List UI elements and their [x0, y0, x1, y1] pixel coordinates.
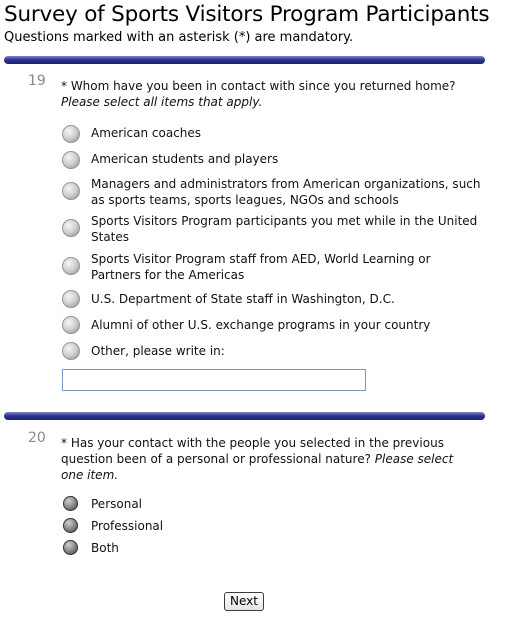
question-instruction: Please select all items that apply.: [61, 95, 263, 109]
other-write-in-input[interactable]: [62, 369, 366, 391]
radio-option[interactable]: [61, 496, 481, 514]
mandatory-note: Questions marked with an asterisk (*) are mandatory.: [4, 30, 354, 45]
question-prompt: * Whom have you been in contact with since you returned home?: [61, 79, 456, 93]
checkbox-icon[interactable]: [62, 151, 80, 169]
checkbox-icon[interactable]: [62, 316, 80, 334]
option-label: Sports Visitors Program participants you met while in the United States: [91, 214, 478, 244]
question-prompt: * Has your contact with the people you selected in the previous question been of a personal or professional nature?: [61, 436, 444, 466]
section-divider: [4, 412, 485, 420]
option-label: Personal: [91, 497, 143, 511]
checkbox-option[interactable]: [61, 213, 481, 245]
question-text: [61, 78, 471, 110]
question-number: 20: [28, 430, 46, 446]
radio-option[interactable]: [61, 518, 481, 536]
checkbox-icon[interactable]: [62, 257, 80, 275]
checkbox-option[interactable]: [61, 251, 481, 283]
checkbox-option[interactable]: [61, 343, 481, 361]
option-label: Both: [91, 541, 119, 555]
radio-icon[interactable]: [63, 518, 78, 533]
checkbox-option[interactable]: [61, 291, 481, 309]
option-label: Other, please write in:: [91, 344, 225, 358]
section-divider: [4, 56, 485, 64]
option-label: American students and players: [91, 152, 279, 166]
checkbox-option[interactable]: [61, 125, 481, 143]
checkbox-icon[interactable]: [62, 219, 80, 237]
checkbox-icon[interactable]: [62, 182, 80, 200]
question-number: 19: [28, 73, 46, 89]
question-text: [61, 435, 471, 483]
radio-option[interactable]: [61, 540, 481, 558]
option-label: U.S. Department of State staff in Washington, D.C.: [91, 292, 395, 306]
checkbox-icon[interactable]: [62, 342, 80, 360]
option-label: Sports Visitor Program staff from AED, World Learning or Partners for the Americas: [91, 252, 431, 282]
radio-icon[interactable]: [63, 496, 78, 511]
page-title: Survey of Sports Visitors Program Participants: [4, 2, 490, 27]
checkbox-option[interactable]: [61, 176, 481, 208]
checkbox-icon[interactable]: [62, 125, 80, 143]
option-label: Alumni of other U.S. exchange programs in your country: [91, 318, 431, 332]
checkbox-option[interactable]: [61, 151, 481, 169]
checkbox-option[interactable]: [61, 317, 481, 335]
radio-icon[interactable]: [63, 540, 78, 555]
option-label: American coaches: [91, 126, 202, 140]
option-label: Professional: [91, 519, 164, 533]
next-button[interactable]: Next: [224, 592, 264, 611]
checkbox-icon[interactable]: [62, 290, 80, 308]
question-instruction: Please select one item.: [61, 452, 454, 482]
option-label: Managers and administrators from American organizations, such as sports teams, sports leagues, NGOs and schools: [91, 177, 481, 207]
